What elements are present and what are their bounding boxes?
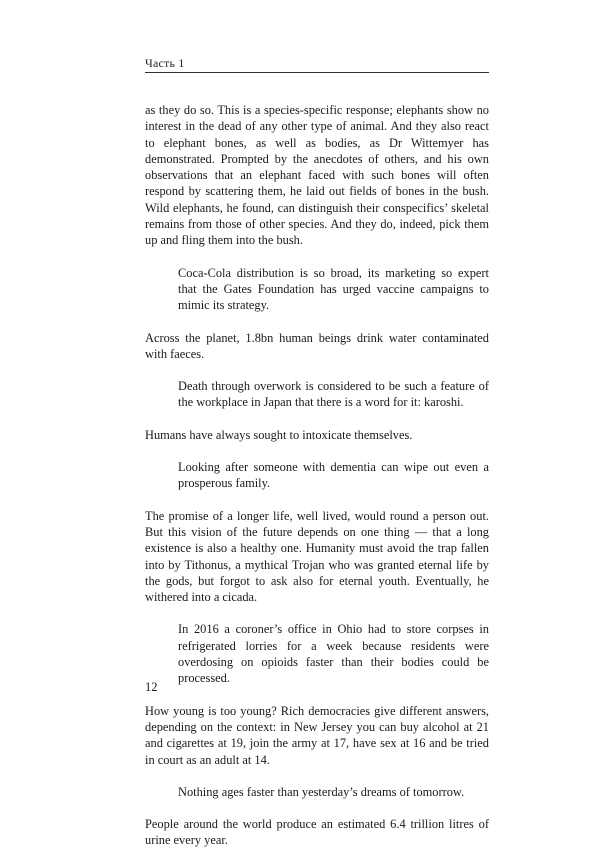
paragraph-water: Across the planet, 1.8bn human beings drink water contaminated with faeces. [145, 330, 489, 361]
paragraph-how-young: How young is too young? Rich democracies give different answers, depending on the context: in New Jersey you can buy alcohol at 21 and cigarettes at 19, join the army at 17, have sex at 16 and be tried in court as an adult at 14. [145, 703, 489, 767]
header-rule [145, 72, 489, 73]
quote-coca-cola: Coca-Cola distribution is so broad, its marketing so expert that the Gates Foundation has urged vaccine campaigns to mimic its strategy. [178, 265, 489, 313]
paragraph-elephants: as they do so. This is a species-specific response; elephants show no interest in the dead of any other type of animal. And they also react to elephant bones, as well as bodies, as Dr Wittemyer has demonstrated. Prompted by the anecdotes of others, and his own observations that an elephant faced with such bones will often respond by scattering them, he laid out fields of bones in the bush. Wild elephants, he found, can distinguish their conspecifics’ skeletal remains from those of other species. And they do, indeed, pick them up and fling them into the bush. [145, 103, 489, 248]
quote-karoshi: Death through overwork is considered to be such a feature of the workplace in Japan that there is a word for it: karoshi. [178, 379, 489, 410]
paragraph-longer-life: The promise of a longer life, well lived, would round a person out. But this vision of the future depends on one thing — that a long existence is also a healthy one. Humanity must avoid the trap fallen into by Tithonus, a mythical Trojan who was granted eternal life by the gods, but forgot to ask also for eternal youth. Eventually, he withered into a cicada. [145, 508, 489, 605]
paragraph-urine: People around the world produce an estimated 6.4 trillion litres of urine every year. [145, 817, 489, 848]
quote-dreams: Nothing ages faster than yesterday’s dreams of tomorrow. [178, 784, 465, 799]
page-body [145, 102, 489, 849]
paragraph-intoxicate: Humans have always sought to intoxicate themselves. [145, 427, 413, 442]
page-number: 12 [145, 680, 158, 694]
running-head: Часть 1 [145, 56, 185, 70]
quote-dementia: Looking after someone with dementia can wipe out even a prosperous family. [178, 460, 489, 491]
quote-ohio-opioids: In 2016 a coroner’s office in Ohio had to store corpses in refrigerated lorries for a week because residents were overdosing on opioids faster than their bodies could be processed. [178, 622, 489, 686]
